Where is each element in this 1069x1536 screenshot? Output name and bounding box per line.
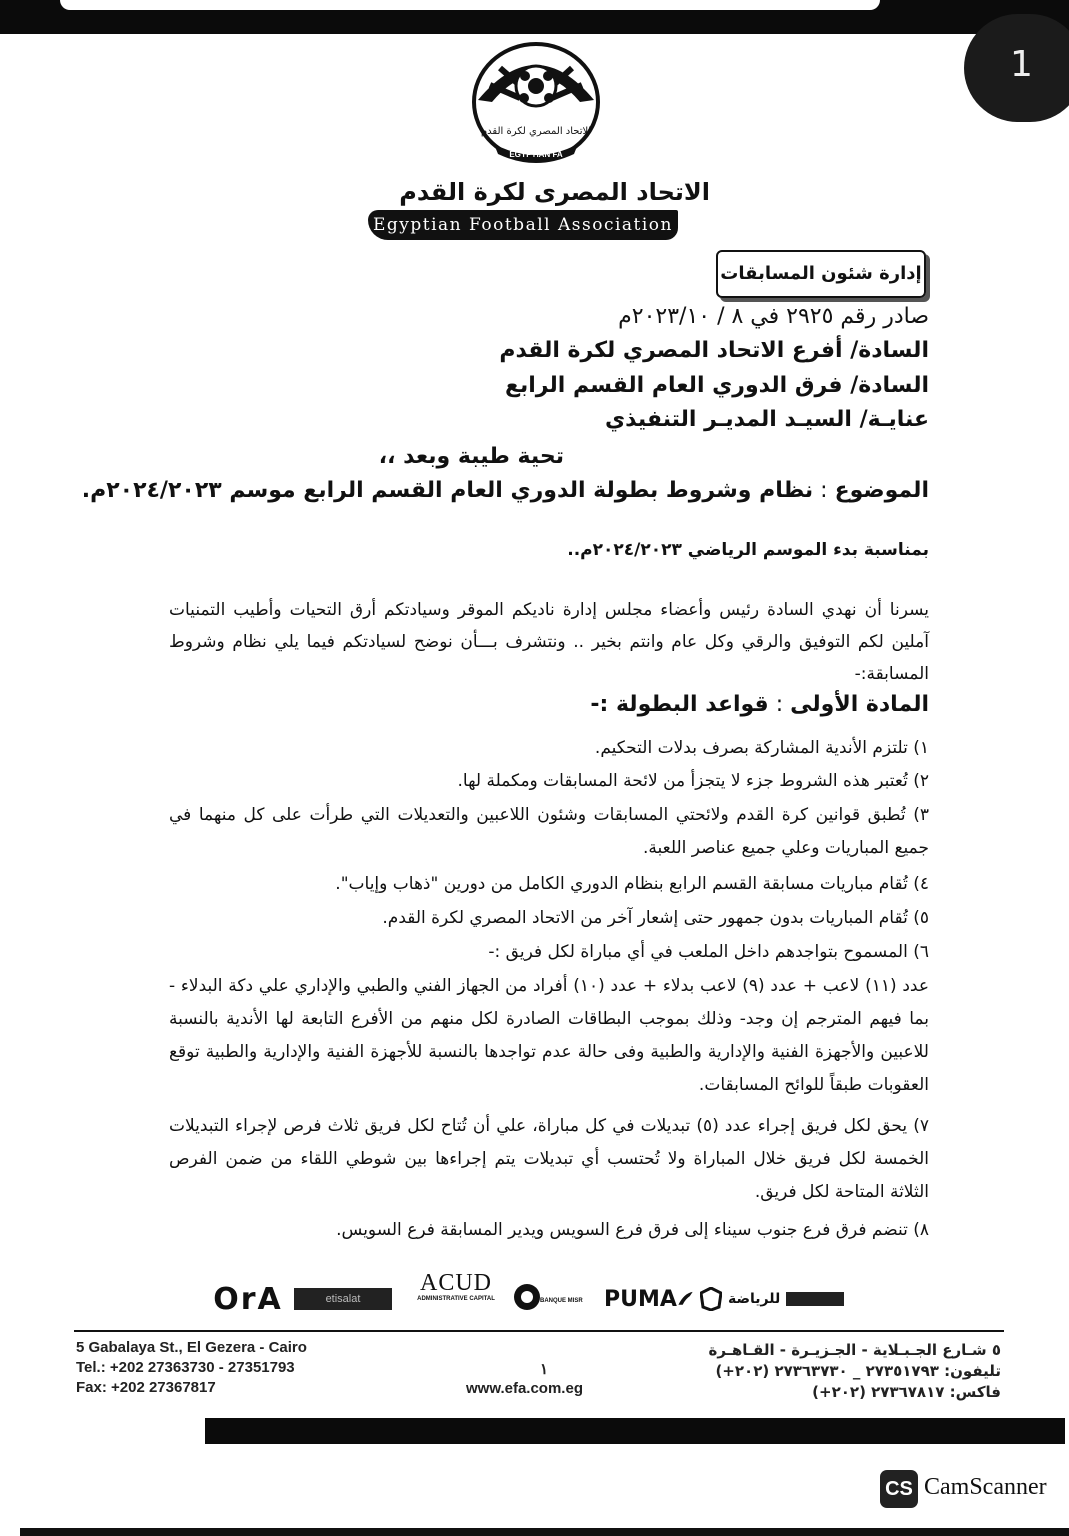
sponsor-ministry-logo bbox=[700, 1282, 866, 1316]
footer-website: www.efa.com.eg bbox=[466, 1380, 583, 1397]
sponsor-puma-text: PUMA bbox=[604, 1286, 677, 1312]
footer-fax-ar: فاكس: ٢٧٣٦٧٨١٧ (٢٠٢+) bbox=[812, 1383, 1001, 1401]
ministry-bar bbox=[786, 1292, 844, 1306]
logo-text-ar: الاتحاد المصري لكرة القدم bbox=[480, 126, 592, 137]
footer-divider bbox=[74, 1330, 1004, 1332]
list-item: ٤) تُقام مباريات مسابقة القسم الرابع بنظام الدوري الكامل من دورين "ذهاب وإياب". bbox=[335, 874, 929, 894]
intro-paragraph: يسرنا أن نهدي السادة رئيس وأعضاء مجلس إدارة ناديكم الموقر وسيادتكم أرق التحيات وأطيب التمنيات آملين لكم التوفيق والرقي وكل عام وانتم بخير .. ونتشرف بـــأن نوضح لسيادتكم فيما يلي نظام وشروط المسابقة:- bbox=[169, 600, 929, 684]
list-item-detail: عدد (١١) لاعب + عدد (٩) لاعب بدلاء + عدد (١٠) أفراد من الجهاز الفني والطبي والإداري علي دكة البدلاء - بما فيهم المترجم إن وجد- وذلك بموجب البطاقات الصادرة لكل منهم من الأفرع التابعة لها الأندية بالنسبة للاعبين والأجهزة الفنية والإدارية والطبية وفى حالة عدم تواجدها بالنسبة للأجهزة الفنية والإدارية والطبية توقع العقوبات طبقاً للوائح المسابقات. bbox=[169, 976, 930, 1095]
greeting: تحية طيبة وبعد ،، bbox=[378, 444, 564, 469]
page-number-badge bbox=[964, 14, 1069, 122]
list-item: ٦) المسموح بتواجدهم داخل الملعب في أي مباراة لكل فريق :- bbox=[488, 942, 929, 962]
footer-address-ar: ٥ شـارع الجـبـلاية - الجـزيـرة - القـاهـرة bbox=[708, 1341, 1001, 1359]
subject-line: الموضوع : نظام وشروط بطولة الدوري العام القسم الرابع موسم ٢٠٢٤/٢٠٢٣م. bbox=[81, 478, 929, 503]
department-label: إدارة شئون المسابقات bbox=[720, 263, 922, 284]
org-name-en: Egyptian Football Association bbox=[368, 210, 678, 240]
list-item: ١) تلتزم الأندية المشاركة بصرف بدلات التحكيم. bbox=[594, 738, 929, 758]
reference-number: صادر رقم ٢٩٢٥ في ٨ / ٢٠٢٣/١٠م bbox=[618, 304, 929, 329]
sponsor-acud-logo bbox=[408, 1270, 504, 1314]
recipient-2: السادة/ فرق الدوري العام القسم الرابع bbox=[504, 373, 929, 398]
camscanner-watermark: CamScanner bbox=[924, 1474, 1047, 1500]
list-item: ٧) يحق لكل فريق إجراء عدد (٥) تبديلات في كل مباراة، علي أن تُتاح لكل فريق ثلاث فرص لإجراء التبديلات الخمسة لكل فريق خلال المباراة ولا تُحتسب أي تبديلات يتم إجراءها بين شوطي اللقاء من ضمن الفرص الثلاثة المتاحة لكل فريق. bbox=[169, 1116, 929, 1202]
ministry-emblem-icon bbox=[700, 1287, 722, 1311]
footer-page-number: ١ bbox=[539, 1361, 549, 1378]
page-badge-number: 1 bbox=[1010, 44, 1033, 85]
recipient-1: السادة/ أفرع الاتحاد المصري لكرة القدم bbox=[499, 338, 929, 363]
org-name-ar: الاتحاد المصرى لكرة القدم bbox=[399, 178, 710, 206]
occasion-line: بمناسبة بدء الموسم الرياضي ٢٠٢٤/٢٠٢٣م.. bbox=[567, 540, 929, 560]
sponsor-puma-logo bbox=[604, 1282, 694, 1316]
sponsor-banque-misr-logo bbox=[512, 1280, 592, 1314]
footer-fax-en: Fax: +202 27367817 bbox=[76, 1379, 216, 1396]
footer-tel-en: Tel.: +202 27363730 - 27351793 bbox=[76, 1359, 295, 1376]
recipient-3: عنايـة/ السيـد المديـر التنفيذي bbox=[605, 407, 929, 432]
banque-misr-emblem-icon bbox=[512, 1282, 542, 1312]
footer-tel-ar: تليفون: ٢٧٣٥١٧٩٣ _ ٢٧٣٦٣٧٣٠ (٢٠٢+) bbox=[715, 1362, 1001, 1380]
sponsor-acud-text: ACUD bbox=[419, 1270, 492, 1296]
sponsor-etisalat-text: etisalat bbox=[325, 1293, 361, 1305]
scan-top-border-edge bbox=[60, 0, 880, 10]
article-heading: المادة الأولى : قواعد البطولة :- bbox=[590, 692, 929, 717]
logo-text-en: EGYPTIAN FA bbox=[509, 150, 563, 159]
article-title: قواعد البطولة :- bbox=[590, 692, 769, 717]
scan-bottom-border bbox=[205, 1418, 1065, 1444]
footer-address-en: 5 Gabalaya St., El Gezera - Cairo bbox=[76, 1339, 307, 1356]
scan-bottom-edge bbox=[20, 1528, 1069, 1536]
department-box bbox=[716, 250, 926, 298]
sponsor-acud-sub: ADMINISTRATIVE CAPITAL bbox=[417, 1296, 495, 1302]
article-label: المادة الأولى bbox=[790, 692, 929, 717]
sponsor-ora-logo bbox=[208, 1282, 288, 1316]
list-item: ٨) تنضم فرق فرع جنوب سيناء إلى فرق فرع السويس ويدير المسابقة فرع السويس. bbox=[336, 1220, 929, 1240]
subject-text: نظام وشروط بطولة الدوري العام القسم الرابع موسم ٢٠٢٤/٢٠٢٣م. bbox=[81, 478, 814, 503]
sponsor-ora-text: OrA bbox=[213, 1281, 283, 1317]
banque-misr-text: BANQUE MISR bbox=[540, 1298, 583, 1304]
subject-label: الموضوع bbox=[834, 478, 929, 503]
list-item: ٢) تُعتبر هذه الشروط جزء لا يتجزأ من لائحة المسابقات ومكملة لها. bbox=[457, 771, 929, 791]
puma-cat-icon bbox=[677, 1287, 694, 1311]
list-item: ٣) تُطبق قوانين كرة القدم ولائحتي المسابقات وشئون اللاعبين والتعديلات التي طرأت على كل منهما في جميع المباريات وعلي جميع عناصر اللعبة. bbox=[169, 805, 929, 858]
list-item: ٥) تُقام المباريات بدون جمهور حتى إشعار آخر من الاتحاد المصري لكرة القدم. bbox=[382, 908, 929, 928]
ministry-text: للرياضة bbox=[728, 1291, 781, 1307]
sponsor-etisalat-logo bbox=[294, 1288, 392, 1310]
camscanner-logo-icon: CS bbox=[880, 1470, 918, 1508]
efa-logo-icon bbox=[470, 40, 602, 168]
